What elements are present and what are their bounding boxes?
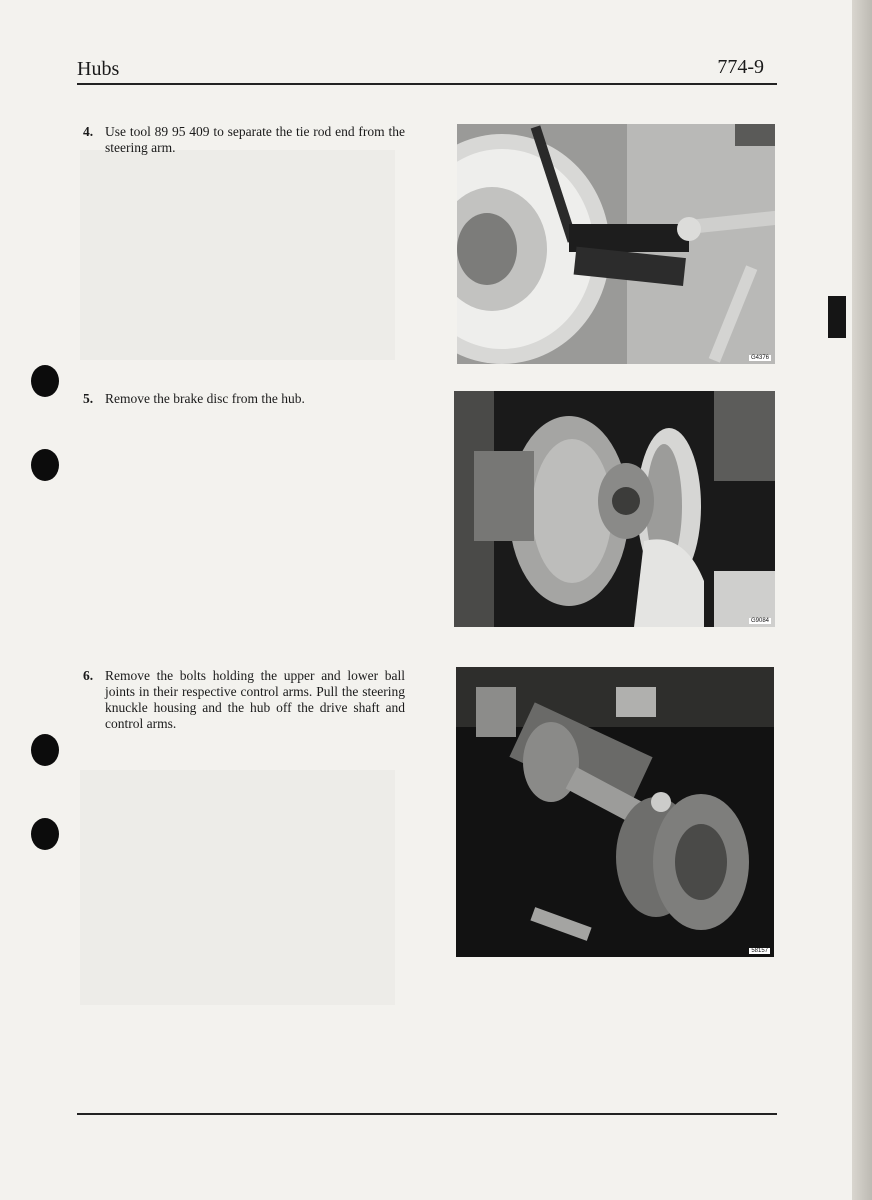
binder-hole-1 (31, 365, 59, 397)
photo-steering-knuckle (456, 667, 774, 957)
step-number: 5. (83, 391, 94, 406)
step-6 (83, 668, 405, 732)
photo-brake-disc (454, 391, 775, 627)
photo-code: 58157 (751, 948, 768, 954)
page-edge (852, 0, 872, 1200)
section-title: Hubs (77, 58, 120, 80)
step-text: Use tool 89 95 409 to separate the tie rod end from the steering arm. (105, 124, 405, 155)
binder-hole-2 (31, 449, 59, 481)
photo-code: G9084 (750, 618, 769, 624)
step-number: 6. (83, 668, 94, 683)
binder-hole-3 (31, 734, 59, 766)
photo-tie-rod-tool (457, 124, 775, 364)
photo-code: G4376 (750, 355, 769, 361)
section-thumb-tab (828, 296, 846, 338)
step-number: 4. (83, 124, 94, 139)
step-text: Remove the bolts holding the upper and lower ball joints in their respective control arms. Pull the steering knuckle housing and the hub off the drive shaft and control arms. (105, 668, 405, 731)
page-number: 774-9 (717, 56, 764, 78)
binder-hole-4 (31, 818, 59, 850)
step-4 (83, 124, 405, 156)
step-5 (83, 391, 405, 407)
header-rule (77, 83, 777, 85)
bleed-through-shadow-1 (80, 150, 395, 360)
footer-rule (77, 1113, 777, 1115)
step-text: Remove the brake disc from the hub. (105, 391, 305, 406)
bleed-through-shadow-2 (80, 770, 395, 1005)
